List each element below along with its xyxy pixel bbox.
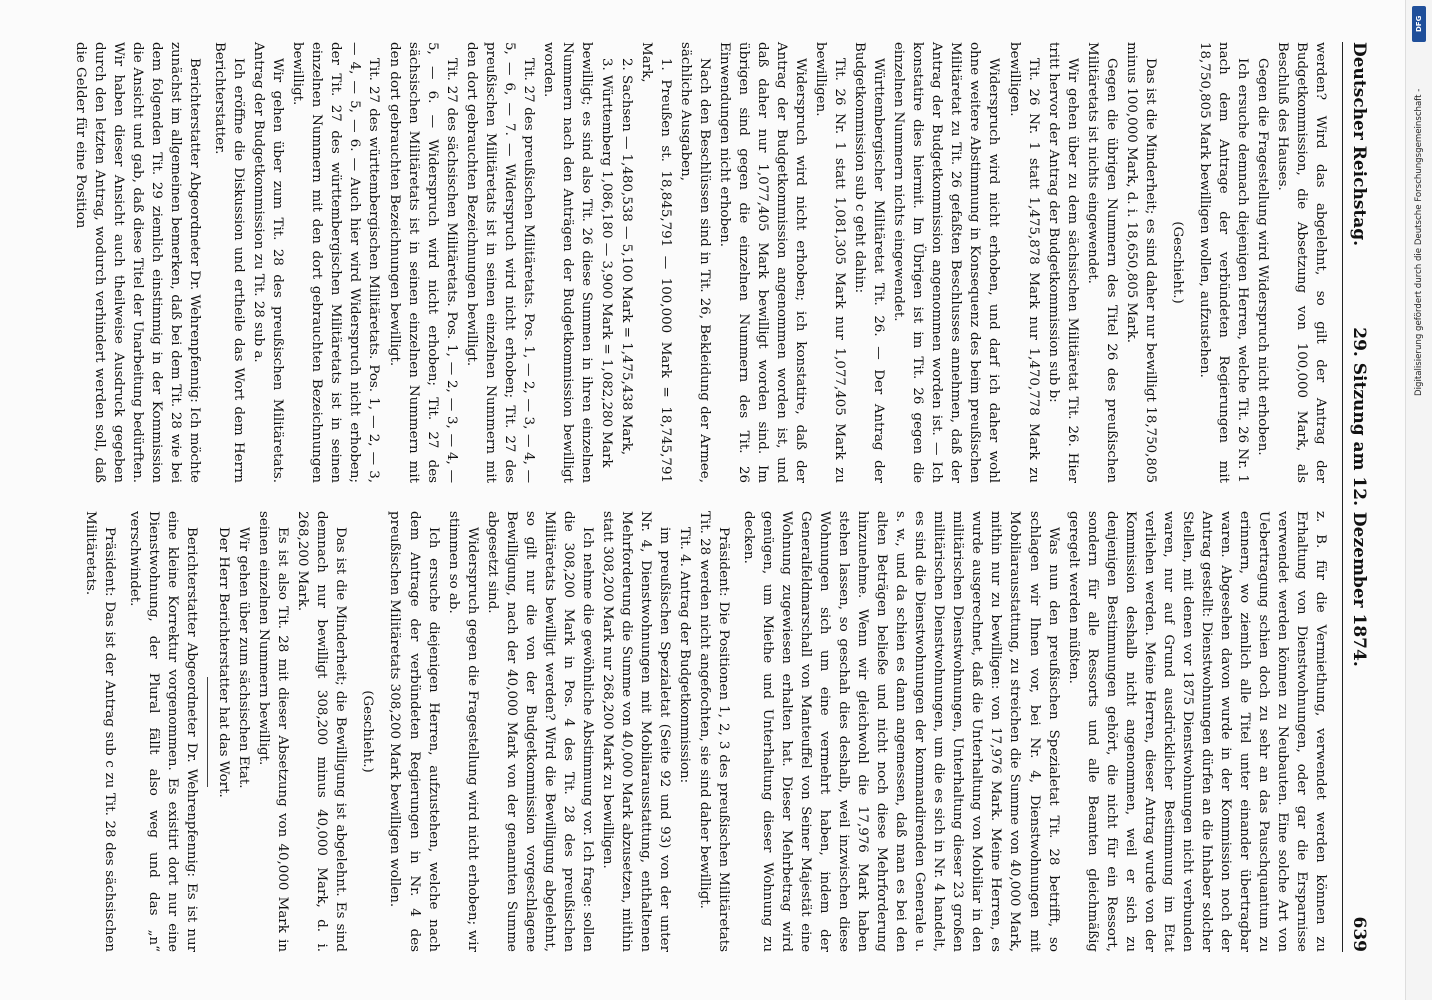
paragraph: 3. Württemberg 1,086,180 — 3,900 Mark = 1,082,280 Mark [598,58,614,468]
paragraph: (Geschieht.) [1169,221,1185,304]
paragraph: Widerspruch gegen die Fragestellung wird nicht erhoben; wir stimmen so ab. [445,511,480,952]
paragraph: Berichterstatter Abgeordneter Dr. Wehrenpfennig: Ich möchte zunächst im allgemeinen bemerken, daß bei dem Tit. 28 wie bei dem folgenden Tit. 29 ziemlich einstimmig in der Kommission die Ansicht und gab, daß diese Titel der Unarbeitung bedürften. Wir haben dieser Ansicht auch theilweise Ausdruck gegeben durch den letzten Antrag, wodurch verhindert werden soll, daß die Gelder für eine Position [73,42,203,483]
paragraph: Gegen die Fragestellung wird Widerspruch nicht erhoben. [1254,58,1270,456]
paragraph: Ich eröffne die Diskussion und ertheile das Wort dem Herrn Berichterstatter. [212,42,247,483]
separator-rule [207,677,208,787]
text-columns [70,42,1330,952]
header-center: 29. Sitzung am 12. Dezember 1874. [1349,327,1369,667]
paragraph: Berichterstatter Abgeordneter Dr. Wehrenpfennig: Es ist nur eine kleine Korrektur vorgenommen. Es existirt dort nur eine Dienstwohnung, der Plural fällt also weg und das „n“ verschwindet. [127,511,200,952]
paragraph: Wir gehen über zum Tit. 28 des preußischen Militäretats. Antrag der Budgetkommission zu Tit. 28 sub a. [251,42,286,483]
paragraph: im preußischen Spezialetat (Seite 92 und 93) von der unter Nr. 4, Dienstwohnungen mit Mobiliarausstattung, enthaltenen Mehrforderung die Summe von 40,000 Mark abzusetzen, mithin statt 308,200 Mark nur 268,200 Mark zu bewilligen. [599,511,672,952]
paragraph: 2. Sachsen — 1,480,538 — 5,100 Mark = 1,475,438 Mark, [618,58,634,456]
paragraph: Württembergischer Militäretat Tit. 26. — Der Antrag der Budgetkommission sub c geht dahin: [852,42,887,483]
right-column [70,511,1330,952]
paragraph: Tit. 4. Antrag der Budgetkommission: [676,527,692,784]
paragraph: Wir gehen über zu dem sächsischen Militäretat Tit. 26. Hier tritt hervor der Antrag der Budgetkommission sub b: [1045,42,1080,483]
paragraph: Das ist die Minderheit; es sind daher nur bewilligt 18,750,805 minus 100,000 Mark, d. i. 18,650,805 Mark. [1123,42,1158,483]
paragraph: Tit. 26 Nr. 1 statt 1,081,305 Mark nur 1,077,405 Mark zu bewilligen. [813,42,848,483]
digitization-credit: Digitalisierung gefördert durch die Deutsche Forschungsgemeinschaft - [1414,88,1424,396]
paragraph: Tit. 26 Nr. 1 statt 1,475,878 Mark nur 1,470,778 Mark zu bewilligen. [1006,42,1041,483]
paragraph: Tit. 27 des württembergischen Militäretats. Pos. 1, — 2, — 3, — 4, — 5, — 6. — Auch hier wird Widerspruch nicht erhoben; der Tit. 27 des württembergischen Militäretats ist in seinen einzelnen Nummern mit den dort gebrauchten Bezeichnungen bewilligt. [290,42,382,483]
paragraph: Wir gehen über zum sächsischen Etat. [236,527,252,789]
page-number: 639 [1349,916,1369,952]
header-left: Deutscher Reichstag. [1349,42,1369,247]
paragraph: Ich ersuche demnach diejenigen Herren, welche Tit. 26 Nr. 1 nach dem Antrage der verbündeten Regierungen mit 18,750,805 Mark bewilligen wollen, aufzustehen. [1196,42,1250,483]
paragraph: Präsident: Das ist der Antrag sub c zu Tit. 28 des sächsischen Militäretats. [83,511,118,952]
paragraph: (Geschieht.) [360,690,376,773]
paragraph: z. B. für die Vermiethung, verwendet werden können zu Erhaltung von Dienstwohnungen, oder gar die Ersparnisse verwendet werden können zu Neubauten. Eine solche Art von Uebertragung schien doch zu sehr an das Pauschquantum zu erinnern, wo ziemlich alle Titel unter einander übertragbar waren. Abgesehen davon wurde in der Kommission noch der Antrag gestellt: Dienstwohnungen dürfen an die Inhaber solcher Stellen, mit denen vor 1875 Dienstwohnungen nicht verbunden waren, nur auf Grund ausdrücklicher Bestimmung im Etat verliehen werden. Meine Herren, dieser Antrag wurde von der Kommission deshalb nicht angenommen, weil er sich zu denjenigen Bestimmungen gehört, die nicht für ein Ressort, sondern für alle Ressorts und alle Beamten gleichmäßig geregelt werden müßten. [1065,511,1328,952]
paragraph: bewilligt; es sind also Tit. 26 diese Summen in ihren einzelnen Nummern nach den Anträgen der Budgetkommission bewilligt worden. [540,42,594,483]
paragraph: Was nun den preußischen Spezialetat Tit. 28 betrifft, so schlagen wir Ihnen vor, bei Nr. 4, Dienstwohnungen mit Mobiliarausstattung, zu streichen die Summe von 40,000 Mark, mithin nur zu bewilligen: von 17,976 Mark. Meine Herren, es wurde ausgerechnet, daß die Unterhaltung von Mobiliar in den militärischen Dienstwohnungen, Unterhaltung dieser 23 großen militärischen Dienstwohnungen, um die es sich in Nr. 4 handelt, es sind die Dienstwohnungen der kommandirenden Generale u. s. w., und da schien es dann angemessen, daß man es bei den alten Beträgen beließe und nicht noch diese Mehrforderung hinzunehme. Wenn wir gleichwohl die 17,976 Mark haben stehen lassen, so geschah dies deshalb, weil inzwischen diese Wohnungen sich um eine vermehrt haben, indem der Generalfeldmarschall von Manteuffel von Seiner Majestät eine Wohnung zugewiesen erhalten hat. Dieser Mehrbetrag wird genügen, um Miethe und Unterhaltung dieser Wohnung zu decken. [741,511,1061,952]
paragraph: Das ist die Minderheit; die Bewilligung ist abgelehnt. Es sind demnach nur bewilligt 308,200 minus 40,000 Mark, d. i. 268,200 Mark. [295,511,349,952]
paragraph: Ich nehme die gewöhnliche Abstimmung vor. Ich frage: sollen die 308,200 Mark in Pos. 4 des Tit. 28 des preußischen Militäretats bewilligt werden? Wird die Bewilligung abgelehnt, so gilt nur die von der Budgetkommission vorgeschlagene Bewilligung, nach der 40,000 Mark von der genannten Summe abgesetzt sind. [484,511,595,952]
paragraph: Ich ersuche diejenigen Herren, aufzustehen, welche nach dem Antrage der verbündeten Regierungen in Nr. 4 des preußischen Militäretats 308,200 Mark bewilligen wollen. [387,511,441,952]
running-header [1342,42,1377,952]
paragraph: Der Herr Berichterstatter hat das Wort. [216,527,232,798]
paragraph: Tit. 27 des preußischen Militäretats. Pos. 1, — 2, — 3, — 4, — 5, — 6, — 7. — Widerspruch wird nicht erhoben; Tit. 27 des preußischen Militäretats ist in seinen einzelnen Nummern mit den dort gebrauchten Bezeichnungen bewilligt. [463,42,536,483]
paragraph: Widerspruch wird nicht erhoben, und darf ich daher wohl ohne weitere Abstimmung in Konsequenz des beim preußischen Militäretat zu Tit. 26 gefaßten Beschlusses annehmen, daß der Antrag der Budgetkommission angenommen worden ist. — Ich konstatire dies hiermit. Im Übrigen ist im Tit. 26 gegen die einzelnen Nummern nichts eingewendet. [891,42,1002,483]
paragraph: 1. Preußen st. 18,845,791 — 100,000 Mark = 18,745,791 Mark, [638,42,673,483]
digitization-sidebar [1405,0,1432,1000]
paragraph: Präsident: Die Positionen 1, 2, 3 des preußischen Militäretats Tit. 28 werden nicht angefochten, sie sind daher bewilligt. [697,511,732,952]
paragraph: Nach den Beschlüssen sind in Tit. 26, Bekleidung der Armee, sächliche Ausgaben, [678,42,713,483]
left-column [70,42,1330,483]
dfg-logo: DFG [1412,6,1426,42]
paragraph: Widerspruch wird nicht erhoben; ich konstatire, daß der Antrag der Budgetkommission angenommen worden ist, und daß daher nur 1,077,405 Mark bewilligt worden sind. Im übrigen sind gegen die einzelnen Nummern des Tit. 26 Einwendungen nicht erhoben. [717,42,809,483]
paragraph: Es ist also Tit. 28 mit dieser Absetzung von 40,000 Mark in seinen einzelnen Nummern bewilligt. [256,511,291,952]
paragraph: Tit. 27 des sächsischen Militäretats. Pos. 1, — 2, — 3, — 4, — 5, — 6. — Widerspruch wird nicht erhoben; Tit. 27 des sächsischen Militäretats ist in seinen einzelnen Nummern mit den dort gebrauchten Bezeichnungen bewilligt. [386,42,459,483]
paragraph: werden? Wird das abgelehnt, so gilt der Antrag der Budgetkommission, die Absetzung von 100,000 Mark, als Beschluß des Hauses. [1274,42,1328,483]
paragraph: Gegen die übrigen Nummern des Titel 26 des preußischen Militäretats ist nichts eingewendet. [1084,42,1119,483]
